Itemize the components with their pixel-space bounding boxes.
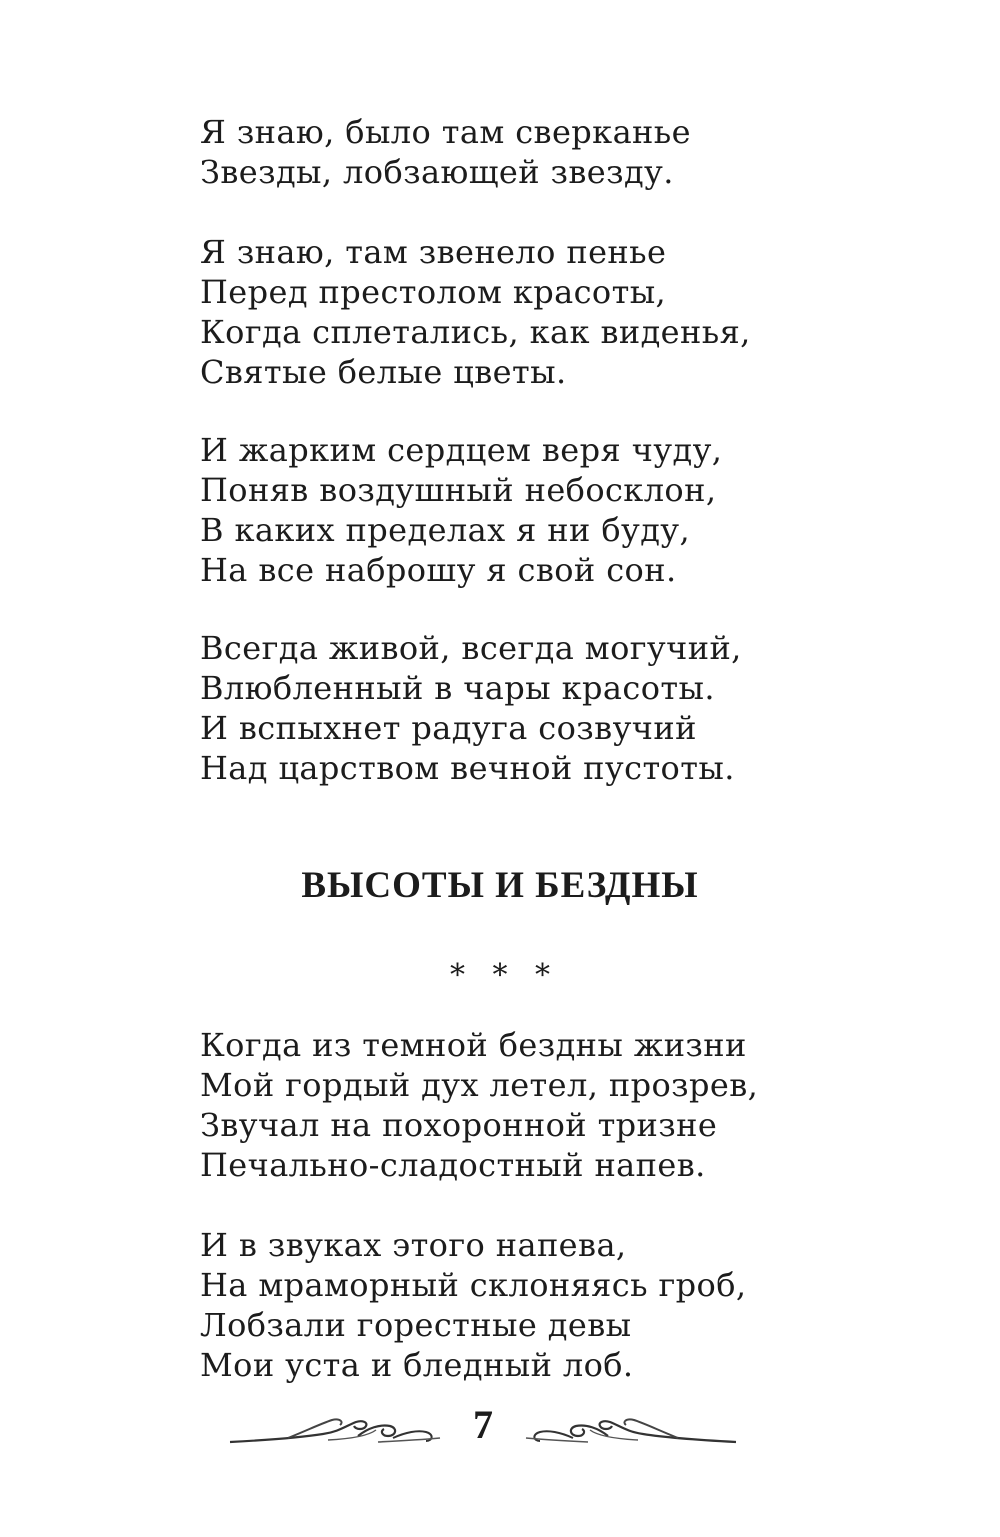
poem-line: Когда сплетались, как виденья, [200, 313, 751, 351]
page-number: 7 [473, 1402, 493, 1447]
stanza-4 [200, 628, 900, 788]
poem-line: Я знаю, там звенело пенье [200, 233, 667, 271]
poem-line: Перед престолом красоты, [200, 273, 667, 311]
poem2-stanza-2 [200, 1225, 900, 1385]
poem-line: И вспыхнет радуга созвучий [200, 709, 697, 747]
flourish-right-icon [523, 1414, 738, 1448]
poem-line: И жарким сердцем веря чуду, [200, 431, 723, 469]
stanza-1 [200, 112, 900, 192]
poem-line: На все наброшу я свой сон. [200, 551, 677, 589]
poem-line: Влюбленный в чары красоты. [200, 669, 715, 707]
poem-line: Звучал на похоронной тризне [200, 1106, 718, 1144]
poem-line: И в звуках этого напева, [200, 1226, 627, 1264]
poem-line: На мраморный склоняясь гроб, [200, 1266, 747, 1304]
stanza-2 [200, 232, 900, 392]
poem-line: Я знаю, было там сверканье [200, 113, 691, 151]
poem-line: Когда из темной бездны жизни [200, 1026, 747, 1064]
poem-line: Мой гордый дух летел, прозрев, [200, 1066, 759, 1104]
poem-line: Печально-сладостный напев. [200, 1146, 706, 1184]
page-footer [228, 1400, 738, 1470]
poem-line: Мои уста и бледный лоб. [200, 1346, 634, 1384]
poem-line: Святые белые цветы. [200, 353, 567, 391]
poem-line: Всегда живой, всегда могучий, [200, 629, 742, 667]
asterism-separator: * * * [449, 958, 551, 993]
poem-line: В каких пределах я ни буду, [200, 511, 691, 549]
poem-line: Лобзали горестные девы [200, 1306, 632, 1344]
poem-line: Звезды, лобзающей звезду. [200, 153, 674, 191]
poem2-stanza-1 [200, 1025, 900, 1185]
stanza-3 [200, 430, 900, 590]
poem-line: Поняв воздушный небосклон, [200, 471, 717, 509]
section-title: ВЫСОТЫ И БЕЗДНЫ [301, 865, 699, 906]
poem-line: Над царством вечной пустоты. [200, 749, 735, 787]
